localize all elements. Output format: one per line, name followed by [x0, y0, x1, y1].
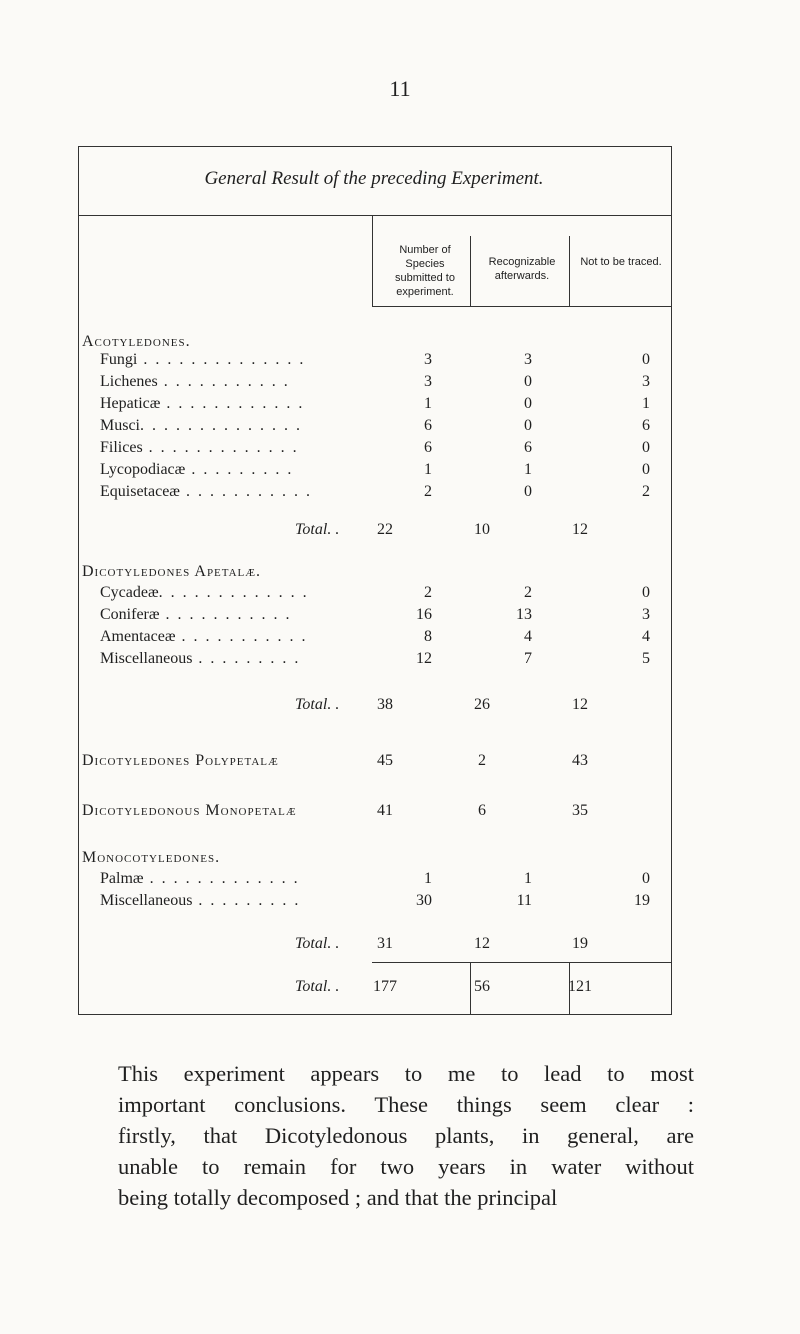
value-species: 3	[424, 351, 432, 368]
row-label-equisetaceae: Equisetaceæ . . . . . . . . . . .	[100, 483, 312, 500]
total-label: Total. .	[295, 935, 340, 952]
section-heading-acotyledones: Acotyledones.	[82, 333, 191, 350]
total-label: Total. .	[295, 521, 340, 538]
column-head-rule	[372, 306, 672, 307]
value-species: 41	[377, 802, 393, 819]
value-recognizable: 6	[524, 439, 532, 456]
value-not-traced: 4	[642, 628, 650, 645]
grand-total-rule	[372, 962, 672, 963]
value-species: 2	[424, 483, 432, 500]
col-head-not-traced: Not to be traced.	[580, 256, 662, 268]
value-not-traced: 0	[642, 870, 650, 887]
value-not-traced: 43	[572, 752, 588, 769]
value-species: 30	[416, 892, 432, 909]
value-recognizable: 0	[524, 417, 532, 434]
paragraph-line: being totally decomposed ; and that the principal	[118, 1185, 558, 1210]
row-label-musci: Musci. . . . . . . . . . . . . .	[100, 417, 302, 434]
value-recognizable: 7	[524, 650, 532, 667]
row-label-lichenes: Lichenes . . . . . . . . . . .	[100, 373, 290, 390]
value-species: 12	[416, 650, 432, 667]
row-label-miscellaneous: Miscellaneous . . . . . . . . .	[100, 892, 301, 909]
value-recognizable: 2	[524, 584, 532, 601]
value-recognizable: 0	[524, 483, 532, 500]
grand-total-recognizable: 56	[474, 978, 490, 995]
value-species: 1	[424, 461, 432, 478]
col-head-recognizable: Recognizable afterwards.	[488, 256, 556, 282]
value-recognizable: 0	[524, 373, 532, 390]
col-head-species: Number of Species submitted to experiment.	[395, 244, 455, 298]
page-number: 11	[389, 76, 411, 101]
value-recognizable: 6	[478, 802, 486, 819]
row-label-cycadeae: Cycadeæ. . . . . . . . . . . . .	[100, 584, 309, 601]
value-species: 1	[424, 395, 432, 412]
total-not-traced: 19	[572, 935, 588, 952]
value-species: 2	[424, 584, 432, 601]
total-species: 31	[377, 935, 393, 952]
total-not-traced: 12	[572, 696, 588, 713]
table-bottom-rule	[78, 1014, 672, 1015]
row-label-miscellaneous: Miscellaneous . . . . . . . . .	[100, 650, 301, 667]
paragraph-line: This experiment appears to me to lead to most	[118, 1061, 694, 1086]
row-label-fungi: Fungi . . . . . . . . . . . . . .	[100, 351, 306, 368]
column-rule	[569, 236, 570, 306]
section-heading-monocotyledones: Monocotyledones.	[82, 849, 221, 866]
row-label-palmae: Palmæ . . . . . . . . . . . . .	[100, 870, 300, 887]
value-species: 45	[377, 752, 393, 769]
row-label-hepaticae: Hepaticæ . . . . . . . . . . . .	[100, 395, 305, 412]
total-species: 38	[377, 696, 393, 713]
value-not-traced: 2	[642, 483, 650, 500]
value-species: 6	[424, 417, 432, 434]
value-recognizable: 3	[524, 351, 532, 368]
value-species: 8	[424, 628, 432, 645]
value-not-traced: 6	[642, 417, 650, 434]
value-not-traced: 5	[642, 650, 650, 667]
value-recognizable: 0	[524, 395, 532, 412]
value-recognizable: 1	[524, 870, 532, 887]
row-label-coniferae: Coniferæ . . . . . . . . . . .	[100, 606, 292, 623]
paragraph-line: unable to remain for two years in water without	[118, 1154, 694, 1179]
total-recognizable: 10	[474, 521, 490, 538]
row-label-lycopodiacae: Lycopodiacæ . . . . . . . . .	[100, 461, 294, 478]
value-recognizable: 2	[478, 752, 486, 769]
total-label: Total. .	[295, 696, 340, 713]
value-species: 3	[424, 373, 432, 390]
value-not-traced: 1	[642, 395, 650, 412]
value-recognizable: 1	[524, 461, 532, 478]
section-heading-apetalae: Dicotyledones Apetalæ.	[82, 563, 262, 580]
body-paragraph	[118, 1058, 694, 1213]
paragraph-line: firstly, that Dicotyledonous plants, in general, are	[118, 1123, 694, 1148]
grand-total-label: Total. .	[295, 978, 340, 995]
value-not-traced: 3	[642, 373, 650, 390]
column-rule	[470, 236, 471, 306]
value-species: 1	[424, 870, 432, 887]
value-not-traced: 35	[572, 802, 588, 819]
value-recognizable: 13	[516, 606, 532, 623]
row-label-monopetalae: Dicotyledonous Monopetalæ	[82, 802, 297, 819]
grand-total-not-traced: 121	[568, 978, 592, 995]
value-not-traced: 19	[634, 892, 650, 909]
column-rule	[372, 215, 373, 307]
header-rule	[78, 215, 672, 216]
value-not-traced: 3	[642, 606, 650, 623]
row-label-polypetalae: Dicotyledones Polypetalæ	[82, 752, 279, 769]
value-not-traced: 0	[642, 584, 650, 601]
total-species: 22	[377, 521, 393, 538]
value-not-traced: 0	[642, 351, 650, 368]
total-not-traced: 12	[572, 521, 588, 538]
value-not-traced: 0	[642, 461, 650, 478]
row-label-amentaceae: Amentaceæ . . . . . . . . . . .	[100, 628, 308, 645]
value-recognizable: 4	[524, 628, 532, 645]
total-recognizable: 12	[474, 935, 490, 952]
table-caption: General Result of the preceding Experiment.	[204, 168, 544, 189]
value-recognizable: 11	[516, 892, 532, 909]
value-not-traced: 0	[642, 439, 650, 456]
value-species: 16	[416, 606, 432, 623]
grand-total-species: 177	[373, 978, 397, 995]
value-species: 6	[424, 439, 432, 456]
total-recognizable: 26	[474, 696, 490, 713]
row-label-filices: Filices . . . . . . . . . . . . .	[100, 439, 299, 456]
paragraph-line: important conclusions. These things seem clear :	[118, 1092, 694, 1117]
